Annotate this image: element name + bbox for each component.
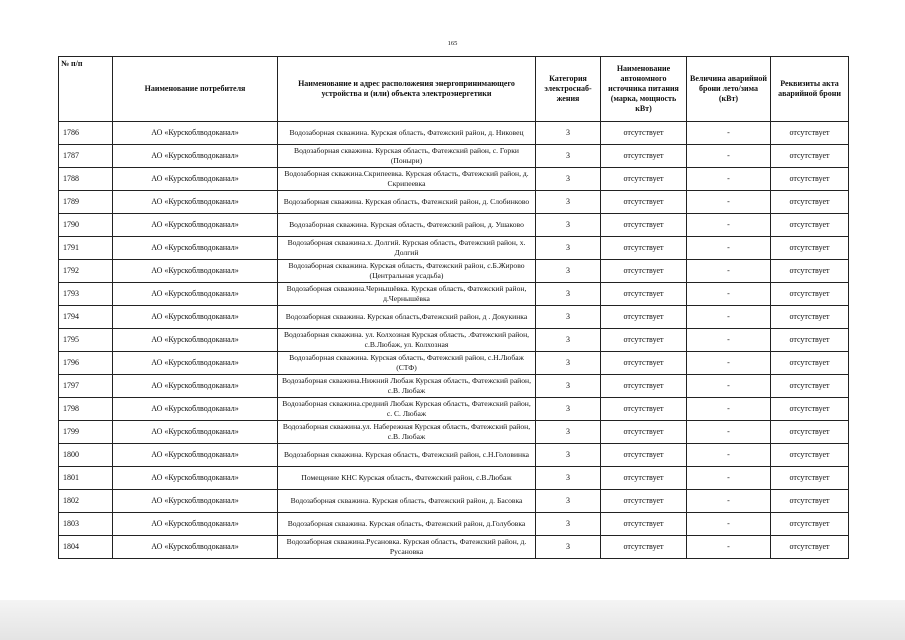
cell-category: 3 [536,283,601,306]
cell-act: отсутствует [771,237,849,260]
cell-reserve: - [687,260,771,283]
cell-consumer: АО «Курскоблводоканал» [113,536,278,559]
cell-num: 1793 [59,283,113,306]
cell-consumer: АО «Курскоблводоканал» [113,306,278,329]
cell-act: отсутствует [771,444,849,467]
cell-address: Водозаборная скважина. Курская область, Фатежский район, с.Б.Жирово (Центральная усадьба) [278,260,536,283]
cell-category: 3 [536,237,601,260]
cell-category: 3 [536,513,601,536]
cell-act: отсутствует [771,375,849,398]
table-row [59,375,849,398]
cell-address: Водозаборная скважина.Русановка. Курская область, Фатежский район, д. Русановка [278,536,536,559]
cell-address: Водозаборная скважина.ул. Набережная Курская область, Фатежский район, с.В. Любаж [278,421,536,444]
cell-source: отсутствует [601,398,687,421]
cell-source: отсутствует [601,421,687,444]
cell-reserve: - [687,375,771,398]
cell-num: 1795 [59,329,113,352]
table-row [59,145,849,168]
cell-reserve: - [687,490,771,513]
col-header-address: Наименование и адрес расположения энергопринимающего устройства и (или) объекта электроэнергетики [278,57,536,122]
cell-consumer: АО «Курскоблводоканал» [113,467,278,490]
table-row [59,191,849,214]
cell-address: Водозаборная скважина. Курская область, Фатежский район, с.Н.Головинка [278,444,536,467]
cell-consumer: АО «Курскоблводоканал» [113,513,278,536]
cell-source: отсутствует [601,536,687,559]
cell-consumer: АО «Курскоблводоканал» [113,375,278,398]
cell-source: отсутствует [601,352,687,375]
cell-num: 1790 [59,214,113,237]
table-row [59,260,849,283]
cell-reserve: - [687,329,771,352]
cell-source: отсутствует [601,145,687,168]
cell-reserve: - [687,421,771,444]
cell-num: 1804 [59,536,113,559]
cell-act: отсутствует [771,145,849,168]
scan-bottom-edge [0,600,905,640]
cell-consumer: АО «Курскоблводоканал» [113,352,278,375]
cell-reserve: - [687,352,771,375]
cell-source: отсутствует [601,467,687,490]
table-row [59,306,849,329]
cell-address: Водозаборная скважина.средний Любаж Курская область, Фатежский район, с. С. Любаж [278,398,536,421]
cell-act: отсутствует [771,214,849,237]
cell-consumer: АО «Курскоблводоканал» [113,237,278,260]
cell-num: 1797 [59,375,113,398]
cell-reserve: - [687,122,771,145]
col-header-source: Наименование автономного источника питания (марка, мощность кВт) [601,57,687,122]
cell-consumer: АО «Курскоблводоканал» [113,145,278,168]
cell-num: 1799 [59,421,113,444]
reserve-table [58,56,849,559]
cell-num: 1794 [59,306,113,329]
cell-num: 1796 [59,352,113,375]
cell-address: Водозаборная скважина. Курская область, Фатежский район, д. Никовец [278,122,536,145]
cell-consumer: АО «Курскоблводоканал» [113,329,278,352]
cell-reserve: - [687,237,771,260]
cell-reserve: - [687,398,771,421]
table-row [59,421,849,444]
table-row [59,398,849,421]
table-row [59,237,849,260]
cell-consumer: АО «Курскоблводоканал» [113,398,278,421]
cell-reserve: - [687,513,771,536]
cell-act: отсутствует [771,467,849,490]
table-header-row [59,57,849,122]
cell-act: отсутствует [771,398,849,421]
table-row [59,444,849,467]
table-row [59,352,849,375]
cell-act: отсутствует [771,490,849,513]
cell-category: 3 [536,191,601,214]
cell-address: Водозаборная скважина. Курская область, Фатежский район, д. Слобинково [278,191,536,214]
cell-act: отсутствует [771,283,849,306]
cell-consumer: АО «Курскоблводоканал» [113,283,278,306]
cell-reserve: - [687,467,771,490]
table-row [59,467,849,490]
cell-source: отсутствует [601,444,687,467]
cell-source: отсутствует [601,329,687,352]
cell-consumer: АО «Курскоблводоканал» [113,168,278,191]
cell-num: 1802 [59,490,113,513]
cell-act: отсутствует [771,191,849,214]
cell-source: отсутствует [601,191,687,214]
cell-act: отсутствует [771,513,849,536]
cell-consumer: АО «Курскоблводоканал» [113,214,278,237]
cell-reserve: - [687,214,771,237]
cell-reserve: - [687,444,771,467]
cell-category: 3 [536,329,601,352]
table-row [59,536,849,559]
cell-num: 1788 [59,168,113,191]
cell-reserve: - [687,536,771,559]
col-header-num: № п/п [59,57,113,122]
cell-consumer: АО «Курскоблводоканал» [113,421,278,444]
table-row [59,490,849,513]
cell-consumer: АО «Курскоблводоканал» [113,191,278,214]
cell-num: 1803 [59,513,113,536]
cell-address: Водозаборная скважина.Нижний Любаж Курская область, Фатежский район, с.В. Любаж [278,375,536,398]
cell-category: 3 [536,260,601,283]
cell-consumer: АО «Курскоблводоканал» [113,490,278,513]
cell-consumer: АО «Курскоблводоканал» [113,260,278,283]
cell-address: Водозаборная скважина. ул. Колхозная Курская область, .Фатежский район, с.В.Любаж, ул. Колхозная [278,329,536,352]
cell-category: 3 [536,306,601,329]
cell-address: Водозаборная скважина. Курская область, Фатежский район, с.Н.Любаж (СТФ) [278,352,536,375]
cell-category: 3 [536,398,601,421]
cell-address: Водозаборная скважина. Курская область, Фатежский район, с. Горки (Поныри) [278,145,536,168]
cell-reserve: - [687,145,771,168]
cell-source: отсутствует [601,490,687,513]
cell-address: Водозаборная скважина. Курская область, Фатежский район, д. Басовка [278,490,536,513]
cell-category: 3 [536,352,601,375]
cell-source: отсутствует [601,237,687,260]
col-header-act: Реквизиты акта аварийной брони [771,57,849,122]
col-header-category: Категория электроснаб-жения [536,57,601,122]
cell-act: отсутствует [771,168,849,191]
cell-address: Водозаборная скважина.Скрипеевка. Курская область, Фатежский район, д. Скрипеевка [278,168,536,191]
cell-num: 1786 [59,122,113,145]
cell-act: отсутствует [771,122,849,145]
table-row [59,283,849,306]
cell-source: отсутствует [601,306,687,329]
cell-source: отсутствует [601,283,687,306]
cell-address: Водозаборная скважина. Курская область, Фатежский район, д.Голубовка [278,513,536,536]
cell-act: отсутствует [771,329,849,352]
cell-consumer: АО «Курскоблводоканал» [113,122,278,145]
cell-num: 1801 [59,467,113,490]
cell-source: отсутствует [601,260,687,283]
cell-category: 3 [536,421,601,444]
cell-reserve: - [687,168,771,191]
cell-source: отсутствует [601,513,687,536]
cell-category: 3 [536,168,601,191]
cell-act: отсутствует [771,260,849,283]
table-row [59,513,849,536]
page-number: 165 [447,40,458,47]
cell-category: 3 [536,444,601,467]
cell-category: 3 [536,145,601,168]
cell-act: отсутствует [771,352,849,375]
table-row [59,122,849,145]
cell-num: 1791 [59,237,113,260]
cell-address: Водозаборная скважина. Курская область, Фатежский район, д. Ушаково [278,214,536,237]
cell-num: 1792 [59,260,113,283]
col-header-reserve: Величина аварийной брони лето/зима (кВт) [687,57,771,122]
table-row [59,168,849,191]
cell-num: 1800 [59,444,113,467]
cell-act: отсутствует [771,421,849,444]
cell-act: отсутствует [771,306,849,329]
cell-category: 3 [536,122,601,145]
cell-source: отсутствует [601,168,687,191]
cell-source: отсутствует [601,375,687,398]
cell-address: Водозаборная скважина.Чернышёвка. Курская область, Фатежский район, д.Чернышёвка [278,283,536,306]
cell-reserve: - [687,191,771,214]
cell-category: 3 [536,467,601,490]
cell-category: 3 [536,375,601,398]
col-header-consumer: Наименование потребителя [113,57,278,122]
cell-num: 1787 [59,145,113,168]
cell-act: отсутствует [771,536,849,559]
cell-reserve: - [687,306,771,329]
cell-category: 3 [536,536,601,559]
cell-category: 3 [536,214,601,237]
cell-num: 1789 [59,191,113,214]
cell-num: 1798 [59,398,113,421]
cell-address: Водозаборная скважина.х. Долгий. Курская область, Фатежский район, х. Долгий [278,237,536,260]
cell-category: 3 [536,490,601,513]
cell-source: отсутствует [601,214,687,237]
cell-consumer: АО «Курскоблводоканал» [113,444,278,467]
cell-address: Помещение КНС Курская область, Фатежский район, с.В.Любаж [278,467,536,490]
cell-address: Водозаборная скважина. Курская область,Фатежский район, д . Докукинка [278,306,536,329]
table-row [59,214,849,237]
cell-reserve: - [687,283,771,306]
cell-source: отсутствует [601,122,687,145]
table-row [59,329,849,352]
